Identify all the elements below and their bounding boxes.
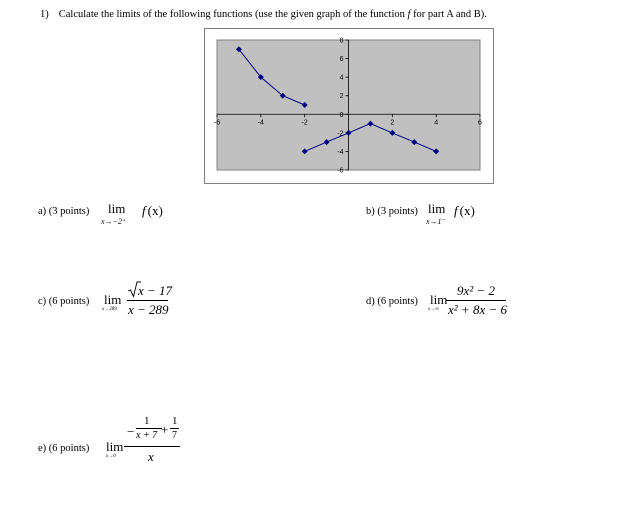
part-d-subscript: x→∞ [428, 307, 439, 312]
part-e-one-a: 1 [144, 415, 150, 427]
part-c-lim: lim [104, 292, 122, 307]
part-b-lim: lim [428, 201, 446, 216]
question-header [40, 9, 487, 20]
part-e-denominator: x [148, 449, 154, 464]
part-e-label: e) (6 points) [38, 443, 90, 454]
part-d-lim: lim [430, 292, 448, 307]
x-tick-label: -2 [301, 119, 308, 127]
part-e-seven: 7 [172, 430, 177, 441]
y-tick-label: -2 [337, 130, 344, 138]
part-a-subscript: x→−2⁺ [101, 217, 127, 226]
function-symbol: f [407, 9, 411, 20]
part-d-fraction-bar [446, 300, 506, 301]
part-c-label: c) (6 points) [38, 296, 90, 307]
y-tick-label: -4 [337, 148, 344, 156]
y-tick-label: 6 [339, 56, 344, 64]
x-tick-label: -6 [213, 119, 221, 127]
part-e-minus: − [127, 424, 135, 439]
y-tick-label: 0 [339, 111, 344, 119]
y-tick-label: -6 [337, 167, 344, 175]
function-graph [204, 28, 494, 184]
part-c-subscript: x→289 [102, 307, 117, 312]
part-e-inner-bar-2 [170, 428, 179, 429]
part-b-function [454, 203, 475, 219]
part-e-plus: + [161, 422, 169, 437]
part-c-fraction-bar [127, 300, 168, 301]
part-b-subscript: x→1⁻ [426, 217, 446, 226]
part-d-numerator: 9x² − 2 [457, 283, 495, 298]
part-c-denominator: x − 289 [128, 302, 169, 317]
part-d-denominator: x² + 8x − 6 [448, 302, 507, 317]
y-tick-label: 8 [339, 37, 344, 45]
x-tick-label: -4 [257, 119, 264, 127]
x-tick-label: 2 [390, 119, 395, 127]
part-c-numerator: x − 17 [138, 283, 173, 298]
y-tick-label: 4 [339, 74, 344, 82]
part-e-inner-denominator: x + 7 [136, 430, 158, 441]
part-b-f: f [454, 203, 458, 218]
part-a-f: f [142, 203, 146, 218]
part-a-arg: (x) [147, 203, 163, 218]
x-tick-label: 6 [478, 119, 482, 127]
part-e-inner-bar-1 [136, 428, 162, 429]
part-a-lim: lim [108, 201, 126, 216]
question-text-1: Calculate the limits of the following functions (use the given graph of the function [58, 9, 408, 20]
part-e-one-b: 1 [172, 415, 178, 427]
part-e-lim: lim [106, 439, 124, 454]
part-a-function [142, 203, 163, 219]
part-a-label: a) (3 points) [38, 206, 90, 217]
part-e-fraction-bar [124, 446, 180, 447]
y-tick-label: 2 [339, 93, 344, 101]
part-e-subscript: x→0 [106, 454, 116, 459]
part-b-arg: (x) [459, 203, 475, 218]
question-number: 1) [40, 9, 49, 20]
part-b-label: b) (3 points) [366, 206, 418, 217]
x-tick-label: 4 [434, 119, 439, 127]
question-text-2: for part A and B). [410, 9, 487, 20]
part-d-label: d) (6 points) [366, 296, 418, 307]
